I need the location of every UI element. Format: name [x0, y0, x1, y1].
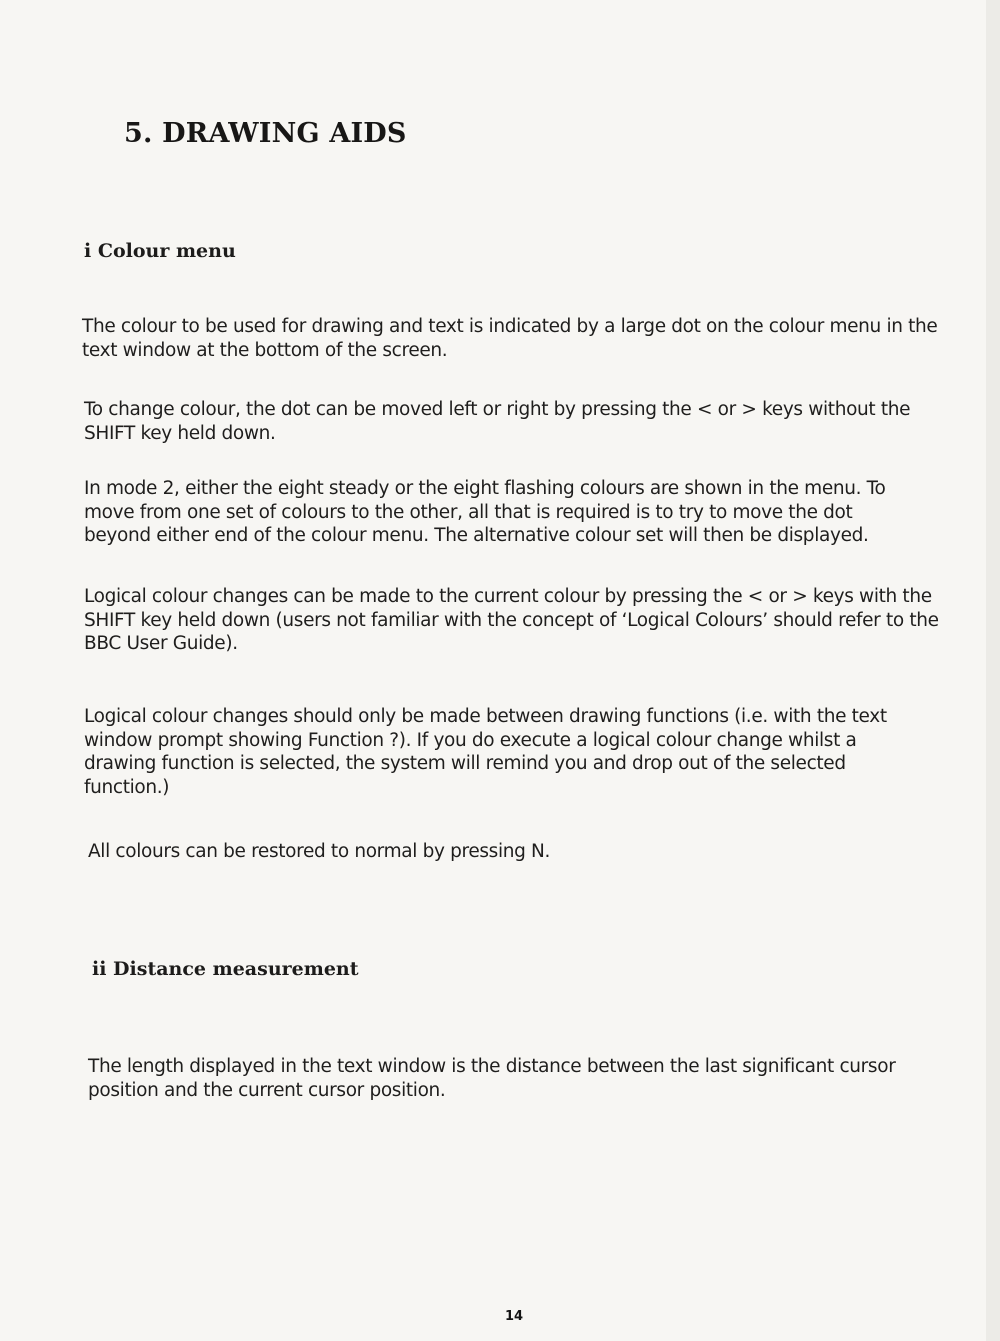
- section-heading-colour-menu: i Colour menu: [84, 240, 236, 262]
- paragraph-distance-length: The length displayed in the text window is the distance between the last significant cursor position and the current cursor position.: [88, 1056, 896, 1101]
- paragraph-change-colour: To change colour, the dot can be moved left or right by pressing the < or > keys without the SHIFT key held down.: [84, 399, 911, 444]
- chapter-title: 5. DRAWING AIDS: [124, 118, 407, 149]
- page-edge-shadow: [986, 0, 1000, 1341]
- paragraph-mode-2: In mode 2, either the eight steady or the eight flashing colours are shown in the menu. To move from one set of colours to the other, all that is required is to try to move the dot beyond either end of the colour menu. The alternative colour set will then be displayed.: [84, 478, 886, 546]
- paragraph-colour-indicator: The colour to be used for drawing and text is indicated by a large dot on the colour menu in the text window at the bottom of the screen.: [82, 316, 938, 361]
- paragraph-logical-colour-changes: Logical colour changes can be made to the current colour by pressing the < or > keys with the SHIFT key held down (users not familiar with the concept of ‘Logical Colours’ should refer to the BBC User Guide).: [84, 586, 939, 654]
- page-number: 14: [505, 1309, 524, 1324]
- paragraph-restore-colours: All colours can be restored to normal by pressing N.: [88, 841, 551, 862]
- paragraph-logical-colour-timing: Logical colour changes should only be made between drawing functions (i.e. with the text window prompt showing Function ?). If you do execute a logical colour change whilst a drawing function is selected, the system will remind you and drop out of the selected function.): [84, 706, 887, 798]
- section-heading-distance-measurement: ii Distance measurement: [92, 958, 359, 980]
